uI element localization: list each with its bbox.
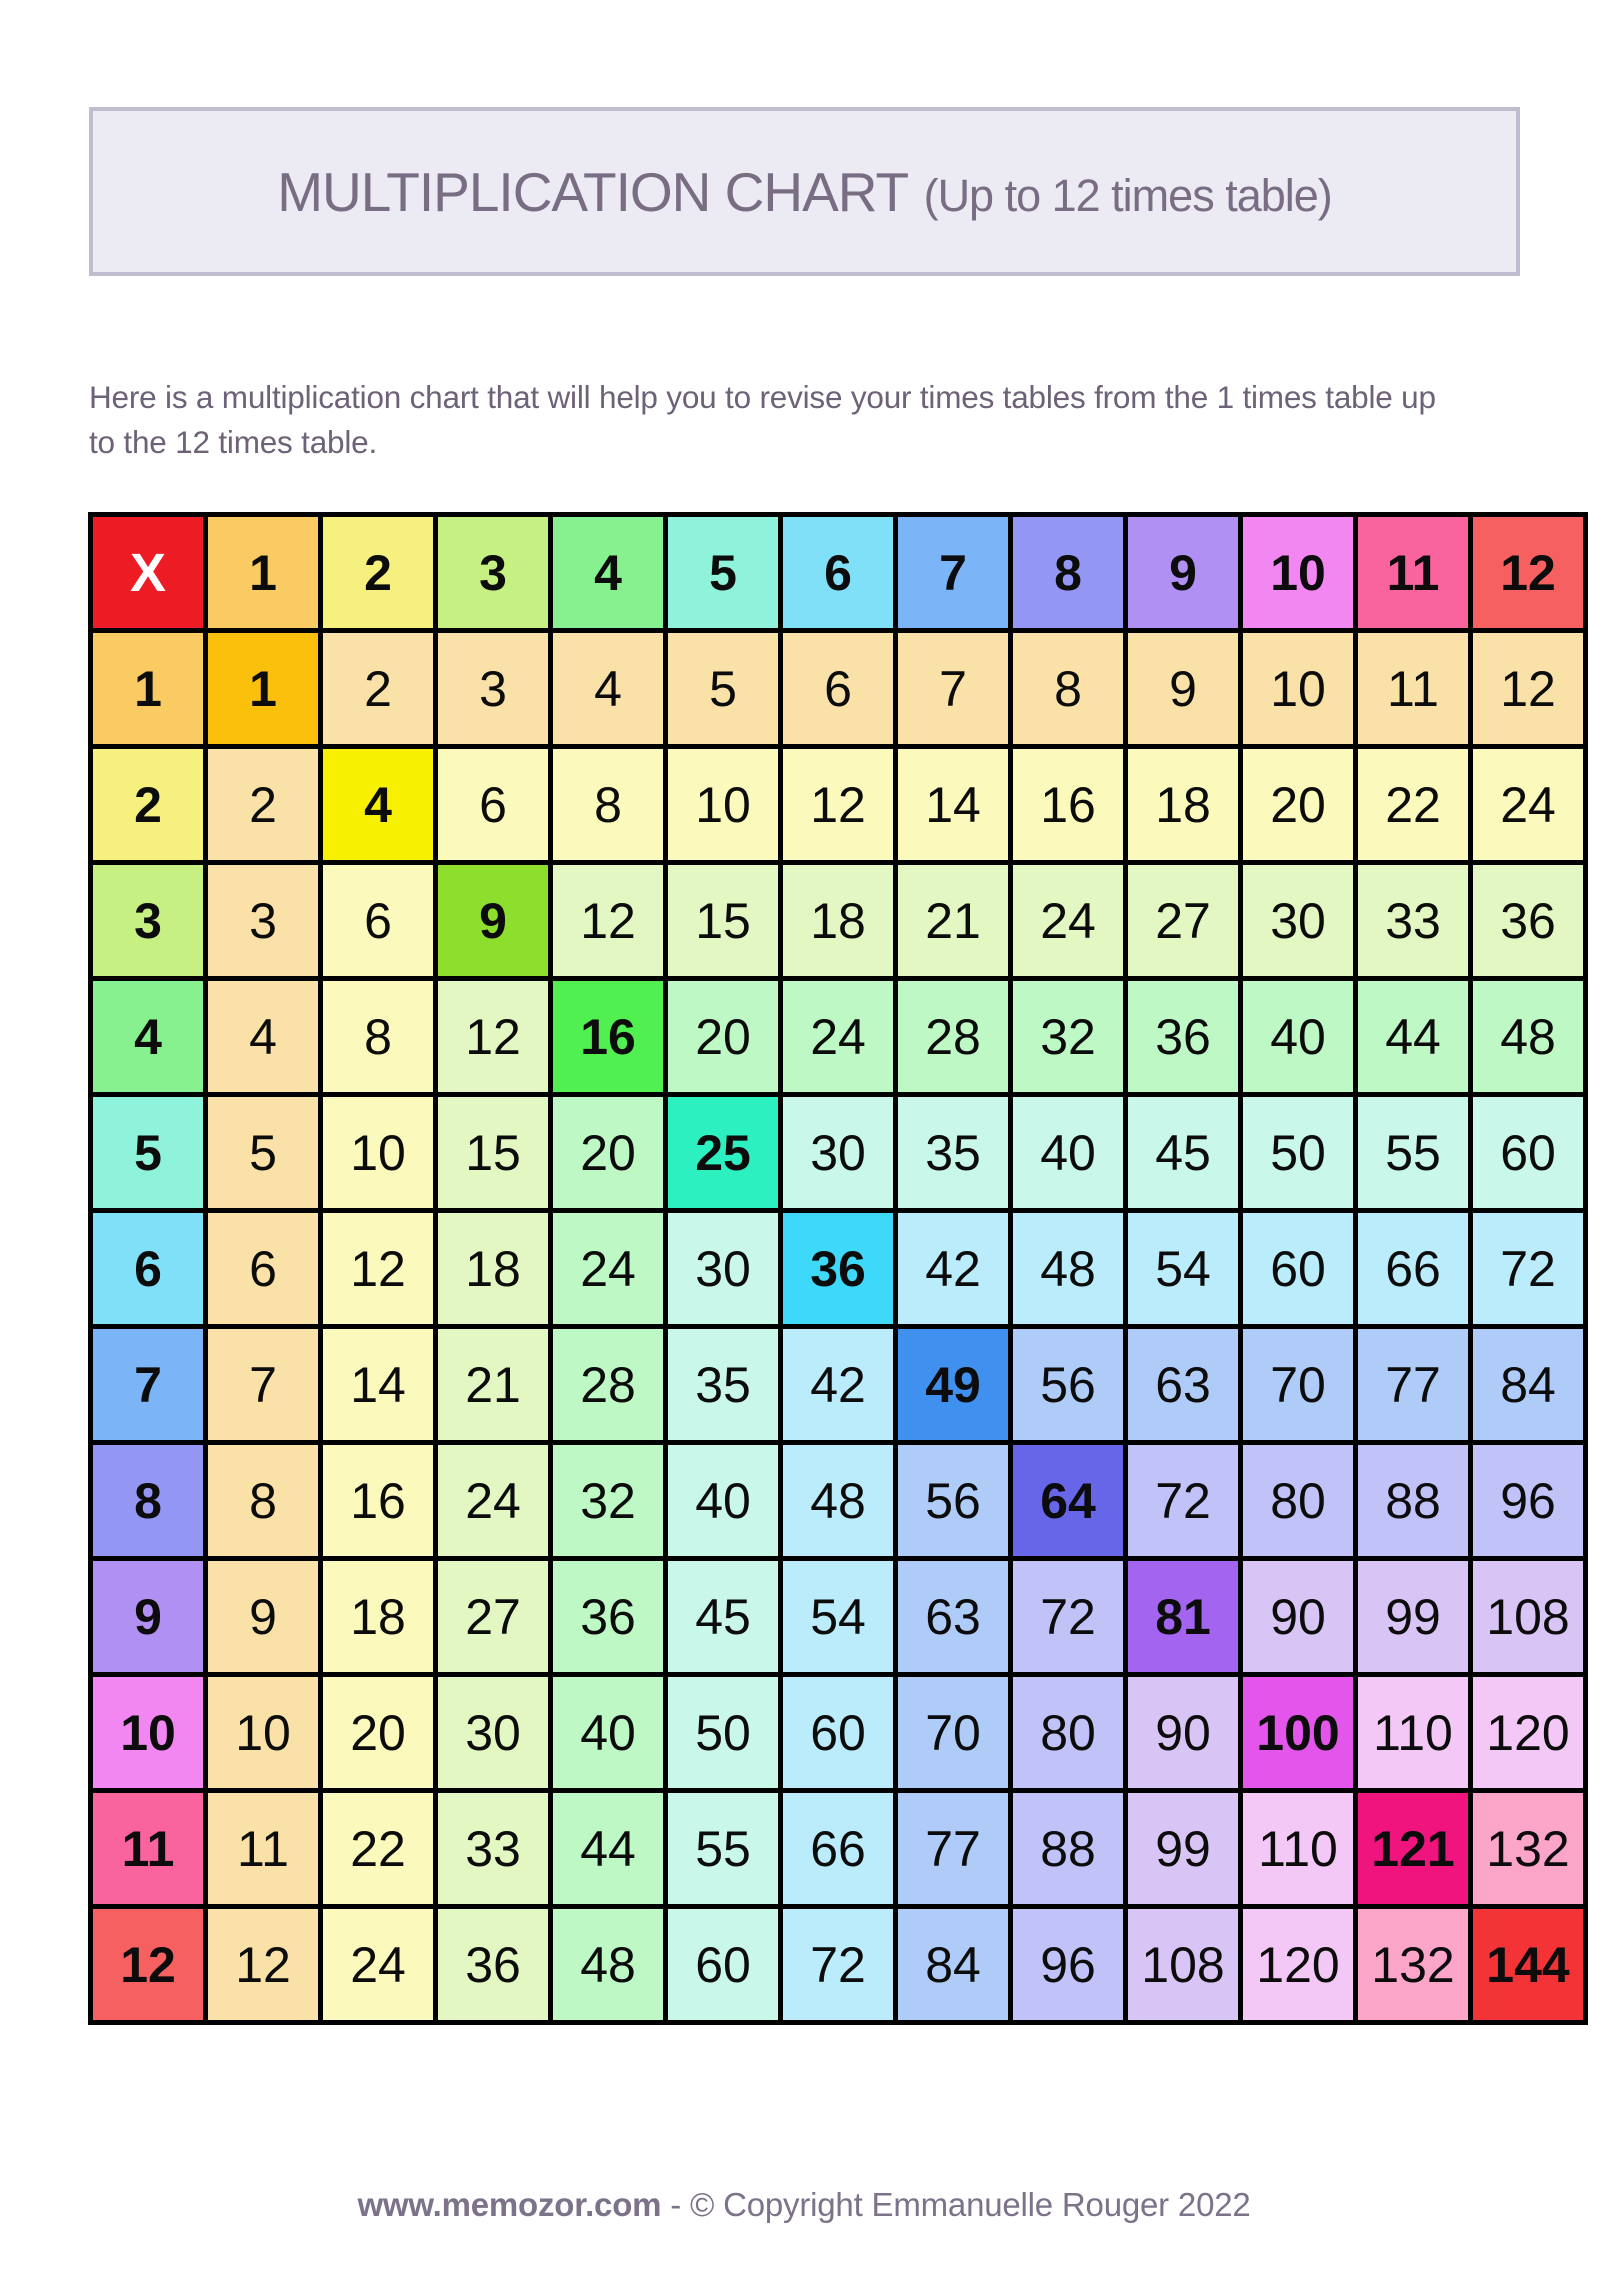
product-cell: 10 bbox=[1241, 631, 1356, 747]
footer bbox=[0, 2186, 1608, 2224]
table-row bbox=[91, 1327, 1586, 1443]
product-cell: 42 bbox=[781, 1327, 896, 1443]
row-header-cell: 12 bbox=[91, 1907, 206, 2023]
product-cell: 108 bbox=[1126, 1907, 1241, 2023]
diagonal-cell: 16 bbox=[551, 979, 666, 1095]
product-cell: 63 bbox=[896, 1559, 1011, 1675]
product-cell: 72 bbox=[1126, 1443, 1241, 1559]
row-header-cell: 6 bbox=[91, 1211, 206, 1327]
product-cell: 40 bbox=[666, 1443, 781, 1559]
diagonal-cell: 49 bbox=[896, 1327, 1011, 1443]
product-cell: 60 bbox=[781, 1675, 896, 1791]
product-cell: 15 bbox=[436, 1095, 551, 1211]
diagonal-cell: 36 bbox=[781, 1211, 896, 1327]
diagonal-cell: 64 bbox=[1011, 1443, 1126, 1559]
product-cell: 10 bbox=[321, 1095, 436, 1211]
product-cell: 30 bbox=[1241, 863, 1356, 979]
product-cell: 90 bbox=[1241, 1559, 1356, 1675]
product-cell: 10 bbox=[666, 747, 781, 863]
product-cell: 12 bbox=[436, 979, 551, 1095]
row-header-cell: 8 bbox=[91, 1443, 206, 1559]
title-suffix: (Up to 12 times table) bbox=[923, 169, 1332, 221]
product-cell: 36 bbox=[436, 1907, 551, 2023]
product-cell: 72 bbox=[1471, 1211, 1586, 1327]
product-cell: 12 bbox=[321, 1211, 436, 1327]
product-cell: 96 bbox=[1011, 1907, 1126, 2023]
product-cell: 35 bbox=[896, 1095, 1011, 1211]
product-cell: 9 bbox=[1126, 631, 1241, 747]
title-line bbox=[277, 160, 1332, 224]
table-row bbox=[91, 1559, 1586, 1675]
table-row bbox=[91, 1095, 1586, 1211]
diagonal-cell: 25 bbox=[666, 1095, 781, 1211]
product-cell: 20 bbox=[666, 979, 781, 1095]
product-cell: 3 bbox=[206, 863, 321, 979]
product-cell: 18 bbox=[321, 1559, 436, 1675]
diagonal-cell: 81 bbox=[1126, 1559, 1241, 1675]
product-cell: 10 bbox=[206, 1675, 321, 1791]
product-cell: 8 bbox=[551, 747, 666, 863]
product-cell: 5 bbox=[666, 631, 781, 747]
product-cell: 22 bbox=[1356, 747, 1471, 863]
diagonal-cell: 100 bbox=[1241, 1675, 1356, 1791]
table-row bbox=[91, 1907, 1586, 2023]
product-cell: 36 bbox=[551, 1559, 666, 1675]
row-header-cell: 3 bbox=[91, 863, 206, 979]
product-cell: 88 bbox=[1356, 1443, 1471, 1559]
product-cell: 9 bbox=[206, 1559, 321, 1675]
product-cell: 54 bbox=[781, 1559, 896, 1675]
product-cell: 120 bbox=[1471, 1675, 1586, 1791]
product-cell: 18 bbox=[436, 1211, 551, 1327]
product-cell: 54 bbox=[1126, 1211, 1241, 1327]
product-cell: 32 bbox=[551, 1443, 666, 1559]
title-box bbox=[89, 107, 1520, 276]
product-cell: 7 bbox=[206, 1327, 321, 1443]
table-row bbox=[91, 1675, 1586, 1791]
product-cell: 16 bbox=[321, 1443, 436, 1559]
product-cell: 18 bbox=[1126, 747, 1241, 863]
product-cell: 99 bbox=[1356, 1559, 1471, 1675]
product-cell: 60 bbox=[1471, 1095, 1586, 1211]
product-cell: 40 bbox=[1241, 979, 1356, 1095]
product-cell: 21 bbox=[896, 863, 1011, 979]
row-header-cell: 11 bbox=[91, 1791, 206, 1907]
product-cell: 48 bbox=[1011, 1211, 1126, 1327]
table-row bbox=[91, 979, 1586, 1095]
product-cell: 72 bbox=[1011, 1559, 1126, 1675]
product-cell: 42 bbox=[896, 1211, 1011, 1327]
product-cell: 30 bbox=[436, 1675, 551, 1791]
product-cell: 6 bbox=[321, 863, 436, 979]
product-cell: 72 bbox=[781, 1907, 896, 2023]
product-cell: 35 bbox=[666, 1327, 781, 1443]
product-cell: 44 bbox=[551, 1791, 666, 1907]
product-cell: 5 bbox=[206, 1095, 321, 1211]
product-cell: 6 bbox=[436, 747, 551, 863]
product-cell: 56 bbox=[1011, 1327, 1126, 1443]
row-header-cell: 2 bbox=[91, 747, 206, 863]
product-cell: 12 bbox=[206, 1907, 321, 2023]
product-cell: 21 bbox=[436, 1327, 551, 1443]
product-cell: 55 bbox=[1356, 1095, 1471, 1211]
product-cell: 110 bbox=[1241, 1791, 1356, 1907]
table-row bbox=[91, 747, 1586, 863]
multiplication-table bbox=[88, 512, 1588, 2025]
table-row bbox=[91, 863, 1586, 979]
product-cell: 24 bbox=[781, 979, 896, 1095]
product-cell: 16 bbox=[1011, 747, 1126, 863]
product-cell: 11 bbox=[1356, 631, 1471, 747]
header-row bbox=[91, 515, 1586, 631]
product-cell: 12 bbox=[1471, 631, 1586, 747]
product-cell: 66 bbox=[1356, 1211, 1471, 1327]
product-cell: 27 bbox=[1126, 863, 1241, 979]
product-cell: 132 bbox=[1471, 1791, 1586, 1907]
product-cell: 45 bbox=[1126, 1095, 1241, 1211]
product-cell: 2 bbox=[206, 747, 321, 863]
col-header-cell: 4 bbox=[551, 515, 666, 631]
product-cell: 33 bbox=[436, 1791, 551, 1907]
product-cell: 30 bbox=[781, 1095, 896, 1211]
table-row bbox=[91, 631, 1586, 747]
product-cell: 55 bbox=[666, 1791, 781, 1907]
product-cell: 15 bbox=[666, 863, 781, 979]
diagonal-cell: 9 bbox=[436, 863, 551, 979]
page-title: MULTIPLICATION CHART bbox=[277, 160, 909, 223]
product-cell: 24 bbox=[321, 1907, 436, 2023]
col-header-cell: 5 bbox=[666, 515, 781, 631]
intro-text: Here is a multiplication chart that will help you to revise your times tables from the 1 times table up to the 12 times table. bbox=[89, 378, 1436, 460]
product-cell: 32 bbox=[1011, 979, 1126, 1095]
product-cell: 40 bbox=[551, 1675, 666, 1791]
product-cell: 60 bbox=[666, 1907, 781, 2023]
product-cell: 14 bbox=[321, 1327, 436, 1443]
product-cell: 132 bbox=[1356, 1907, 1471, 2023]
product-cell: 120 bbox=[1241, 1907, 1356, 2023]
product-cell: 60 bbox=[1241, 1211, 1356, 1327]
product-cell: 20 bbox=[1241, 747, 1356, 863]
product-cell: 24 bbox=[551, 1211, 666, 1327]
product-cell: 80 bbox=[1241, 1443, 1356, 1559]
product-cell: 24 bbox=[1011, 863, 1126, 979]
product-cell: 45 bbox=[666, 1559, 781, 1675]
product-cell: 84 bbox=[896, 1907, 1011, 2023]
col-header-cell: 11 bbox=[1356, 515, 1471, 631]
product-cell: 12 bbox=[781, 747, 896, 863]
diagonal-cell: 121 bbox=[1356, 1791, 1471, 1907]
table-row bbox=[91, 1211, 1586, 1327]
col-header-cell: 12 bbox=[1471, 515, 1586, 631]
product-cell: 2 bbox=[321, 631, 436, 747]
product-cell: 18 bbox=[781, 863, 896, 979]
col-header-cell: 9 bbox=[1126, 515, 1241, 631]
diagonal-cell: 4 bbox=[321, 747, 436, 863]
product-cell: 14 bbox=[896, 747, 1011, 863]
product-cell: 40 bbox=[1011, 1095, 1126, 1211]
product-cell: 28 bbox=[896, 979, 1011, 1095]
product-cell: 6 bbox=[206, 1211, 321, 1327]
product-cell: 28 bbox=[551, 1327, 666, 1443]
product-cell: 88 bbox=[1011, 1791, 1126, 1907]
site-name: www.memozor.com bbox=[357, 2186, 662, 2223]
col-header-cell: 6 bbox=[781, 515, 896, 631]
product-cell: 50 bbox=[1241, 1095, 1356, 1211]
product-cell: 11 bbox=[206, 1791, 321, 1907]
col-header-cell: 7 bbox=[896, 515, 1011, 631]
product-cell: 96 bbox=[1471, 1443, 1586, 1559]
product-cell: 3 bbox=[436, 631, 551, 747]
product-cell: 66 bbox=[781, 1791, 896, 1907]
col-header-cell: 10 bbox=[1241, 515, 1356, 631]
row-header-cell: 1 bbox=[91, 631, 206, 747]
multiplication-table-wrap bbox=[88, 512, 1588, 2025]
product-cell: 50 bbox=[666, 1675, 781, 1791]
product-cell: 77 bbox=[1356, 1327, 1471, 1443]
product-cell: 44 bbox=[1356, 979, 1471, 1095]
row-header-cell: 10 bbox=[91, 1675, 206, 1791]
product-cell: 84 bbox=[1471, 1327, 1586, 1443]
product-cell: 8 bbox=[1011, 631, 1126, 747]
product-cell: 110 bbox=[1356, 1675, 1471, 1791]
product-cell: 20 bbox=[551, 1095, 666, 1211]
col-header-cell: 8 bbox=[1011, 515, 1126, 631]
table-row bbox=[91, 1443, 1586, 1559]
product-cell: 36 bbox=[1471, 863, 1586, 979]
product-cell: 48 bbox=[781, 1443, 896, 1559]
product-cell: 7 bbox=[896, 631, 1011, 747]
col-header-cell: 2 bbox=[321, 515, 436, 631]
product-cell: 80 bbox=[1011, 1675, 1126, 1791]
corner-cell: X bbox=[91, 515, 206, 631]
product-cell: 99 bbox=[1126, 1791, 1241, 1907]
product-cell: 22 bbox=[321, 1791, 436, 1907]
product-cell: 33 bbox=[1356, 863, 1471, 979]
product-cell: 4 bbox=[551, 631, 666, 747]
product-cell: 56 bbox=[896, 1443, 1011, 1559]
diagonal-cell: 1 bbox=[206, 631, 321, 747]
col-header-cell: 1 bbox=[206, 515, 321, 631]
row-header-cell: 4 bbox=[91, 979, 206, 1095]
table-row bbox=[91, 1791, 1586, 1907]
product-cell: 4 bbox=[206, 979, 321, 1095]
copyright-text: - © Copyright Emmanuelle Rouger 2022 bbox=[661, 2186, 1251, 2223]
row-header-cell: 7 bbox=[91, 1327, 206, 1443]
diagonal-cell: 144 bbox=[1471, 1907, 1586, 2023]
row-header-cell: 9 bbox=[91, 1559, 206, 1675]
col-header-cell: 3 bbox=[436, 515, 551, 631]
row-header-cell: 5 bbox=[91, 1095, 206, 1211]
product-cell: 77 bbox=[896, 1791, 1011, 1907]
product-cell: 70 bbox=[896, 1675, 1011, 1791]
product-cell: 30 bbox=[666, 1211, 781, 1327]
product-cell: 12 bbox=[551, 863, 666, 979]
product-cell: 20 bbox=[321, 1675, 436, 1791]
product-cell: 36 bbox=[1126, 979, 1241, 1095]
product-cell: 27 bbox=[436, 1559, 551, 1675]
product-cell: 24 bbox=[436, 1443, 551, 1559]
product-cell: 8 bbox=[206, 1443, 321, 1559]
product-cell: 48 bbox=[1471, 979, 1586, 1095]
product-cell: 63 bbox=[1126, 1327, 1241, 1443]
product-cell: 24 bbox=[1471, 747, 1586, 863]
product-cell: 8 bbox=[321, 979, 436, 1095]
product-cell: 6 bbox=[781, 631, 896, 747]
product-cell: 90 bbox=[1126, 1675, 1241, 1791]
product-cell: 70 bbox=[1241, 1327, 1356, 1443]
product-cell: 48 bbox=[551, 1907, 666, 2023]
product-cell: 108 bbox=[1471, 1559, 1586, 1675]
